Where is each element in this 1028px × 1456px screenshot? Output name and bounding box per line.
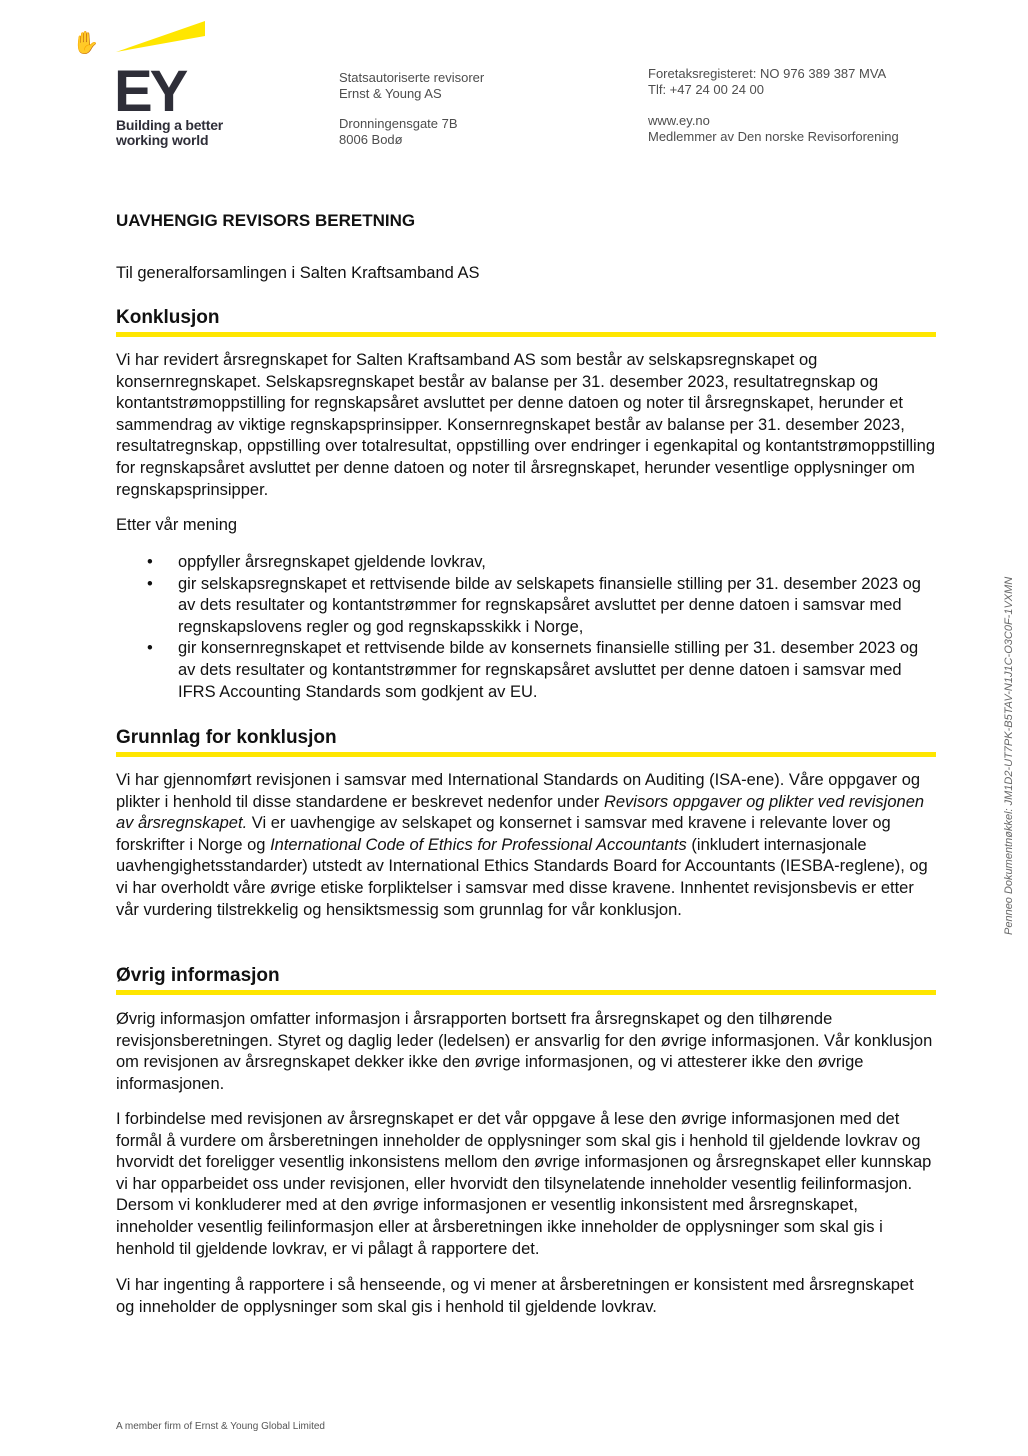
list-item (116, 552, 936, 574)
list-item-text: gir selskapsregnskapet et rettvisende bilde av selskapets finansielle stilling per 31. desember 2023 og av dets resultater og kontantstrømmer for regnskapsåret avsluttet per denne datoen i samsvar med regnskapslovens regler og god regnskapsskikk i Norge, (178, 574, 921, 636)
page-title: UAVHENGIG REVISORS BERETNING (116, 211, 416, 230)
heading-conclusion: Konklusjon (116, 307, 936, 337)
opinion-intro: Etter vår mening (116, 516, 238, 534)
logo-beam (116, 21, 205, 52)
website-line: www.ey.no (648, 113, 710, 128)
conclusion-paragraph: Vi har revidert årsregnskapet for Salten Kraftsamband AS som består av selskapsregnskapet og konsernregnskapet. Selskapsregnskapet består av balanse per 31. desember 2023, resultatregnskap og kontantstrømoppstilling for regnskapsåret avsluttet per denne datoen og noter til årsregnskapet, herunder et sammendrag av viktige regnskapsprinsipper. Konsernregnskapet består av balanse per 31. desember 2023, resultatregnskap, oppstilling over totalresultat, oppstilling over endringer i egenkapital og kontantstrømoppstilling for regnskapsåret avsluttet per denne datoen og noter til årsregnskapet, herunder vesentlige opplysninger om regnskapsprinsipper. (116, 351, 936, 499)
heading-other-info: Øvrig informasjon (116, 965, 936, 995)
page-footer: A member firm of Ernst & Young Global Limited (116, 1421, 325, 1432)
logo-tagline: Building a better working world (116, 117, 224, 148)
basis-text-2: Vi er uavhengige av selskapet og konsernet i samsvar med kravene i relevante lover og forskrifter i Norge og (116, 814, 891, 854)
basis-italic-1: Revisors oppgaver og plikter ved revisjonen av årsregnskapet. (116, 792, 925, 833)
other-info-paragraph-1: Øvrig informasjon omfatter informasjon i årsrapporten bortsett fra årsregnskapet og den tilhørende revisjonsberetningen. Styret og daglig leder (ledelsen) er ansvarlig for den øvrige informasjonen. Vår konklusjon om revisjonen av årsregnskapet dekker ikke den øvrige informasjonen, og vi attesterer ikke den øvrige informasjonen. (116, 1010, 933, 1093)
basis-italic-2: International Code of Ethics for Professional Accountants (270, 835, 687, 854)
firm-line-2: Ernst & Young AS (339, 86, 442, 101)
firm-line-1: Statsautoriserte revisorer (339, 70, 485, 85)
registry-info (648, 66, 886, 98)
bullet-icon: • (147, 574, 153, 593)
list-item (116, 574, 936, 639)
address-line-2: 8006 Bodø (339, 132, 403, 147)
address-line-1: Dronningensgate 7B (339, 116, 458, 131)
heading-basis: Grunnlag for konklusjon (116, 727, 936, 757)
web-info (648, 113, 899, 145)
basis-text-3: (inkludert internasjonale uavhengighetsstandarder) utstedt av International Ethics Standards Board for Accountants (IESBA-reglene), og vi har overholdt våre øvrige etiske forpliktelser i samsvar med disse kravene. Innhentet revisjonsbevis er etter vår vurdering tilstrekkelig og hensiktsmessig som grunnlag for vår konklusjon. (116, 835, 928, 919)
hand-icon: ✋ (72, 31, 100, 56)
other-info-paragraph-3: Vi har ingenting å rapportere i så henseende, og vi mener at årsberetningen er konsistent med årsregnskapet og inneholder de opplysninger som skal gis i henhold til gjeldende lovkrav. (116, 1276, 914, 1316)
document-key: Penneo Dokumentnøkkel: JM1D2-UT7PK-B5TAV-N1J1C-O3C0F-1VXMN (1003, 576, 1015, 935)
registry-line: Foretaksregisteret: NO 976 389 387 MVA (648, 66, 887, 81)
phone-line: Tlf: +47 24 00 24 00 (648, 82, 765, 97)
list-item (116, 638, 936, 703)
list-item-text: gir konsernregnskapet et rettvisende bilde av konsernets finansielle stilling per 31. desember 2023 og av dets resultater og kontantstrømmer for regnskapsåret avsluttet per denne datoen i samsvar med IFRS Accounting Standards som godkjent av EU. (178, 639, 919, 701)
basis-text-1: Vi har gjennomført revisjonen i samsvar med International Standards on Auditing (ISA-ene). Våre oppgaver og plikter i henhold til disse standardene er beskrevet nedenfor under (116, 771, 921, 811)
basis-paragraph (116, 770, 936, 921)
list-item-text: oppfyller årsregnskapet gjeldende lovkrav, (178, 553, 486, 571)
logo-text: EY (114, 59, 186, 124)
firm-address (339, 116, 458, 148)
bullet-icon: • (147, 553, 153, 571)
bullet-icon: • (147, 639, 153, 658)
membership-line: Medlemmer av Den norske Revisorforening (648, 129, 899, 144)
addressee: Til generalforsamlingen i Salten Kraftsamband AS (116, 264, 480, 282)
opinion-list (116, 552, 936, 703)
firm-info (339, 70, 484, 102)
other-info-paragraph-2: I forbindelse med revisjonen av årsregnskapet er det vår oppgave å lese den øvrige informasjonen med det formål å vurdere om årsberetningen inneholder de opplysninger som skal gis i henhold til gjeldende lovkrav og hvorvidt det foreligger vesentlig inkonsistens mellom den øvrige informasjonen og årsregnskapet eller kunnskap vi har opparbeidet oss under revisjonen, eller hvorvidt den tilsynelatende inneholder vesentlig feilinformasjon. Dersom vi konkluderer med at den øvrige informasjonen er vesentlig inkonsistent med årsregnskapet, inneholder vesentlig feilinformasjon eller at årsberetningen ikke inneholder de opplysninger som skal gis i henhold til gjeldende lovkrav, er vi pålagt å rapportere det. (116, 1110, 932, 1258)
